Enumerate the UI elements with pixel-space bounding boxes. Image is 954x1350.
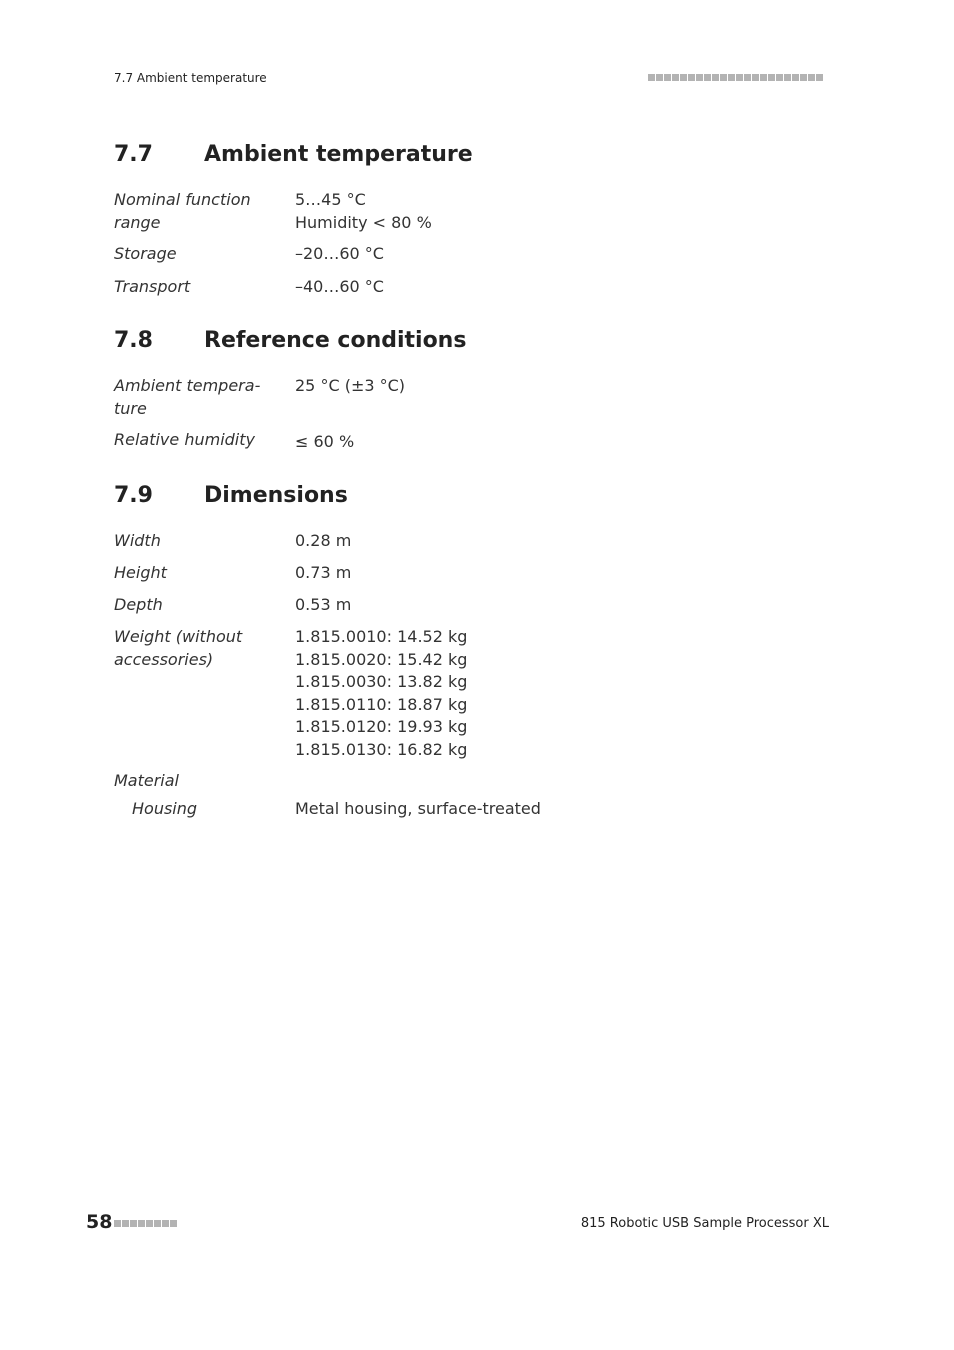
running-head: 7.7 Ambient temperature	[114, 71, 267, 85]
header-decoration-dots	[648, 74, 823, 81]
section-heading: 7.9 Dimensions	[114, 483, 348, 508]
section-dimensions: 7.9 Dimensions Width 0.28 m Height 0.73 m Depth 0.53 m Weight (without accessories) 1.815.0010: 14.52 kg 1.815.0020: 15.42 kg 1.815.0030: 13.82 kg 1.815.0110: 18.87 kg 1.815.0120: 19.93 kg 1.815.0130: 16.82 kg Material Housing Metal housing, surface-treated	[114, 481, 834, 511]
section-reference-conditions: 7.8 Reference conditions Ambient tempera- ture 25 °C (±3 °C) Relative humidity ≤ 60 %	[114, 326, 834, 356]
footer-decoration-dots	[114, 1220, 177, 1227]
section-heading: 7.7 Ambient temperature	[114, 142, 473, 167]
section-heading: 7.8 Reference conditions	[114, 328, 467, 353]
section-ambient-temperature: 7.7 Ambient temperature Nominal function range 5…45 °C Humidity < 80 % Storage –20…60 °C Transport –40…60 °C	[114, 140, 834, 170]
page-number: 58	[86, 1211, 113, 1233]
footer-product-title: 815 Robotic USB Sample Processor XL	[580, 1216, 829, 1231]
